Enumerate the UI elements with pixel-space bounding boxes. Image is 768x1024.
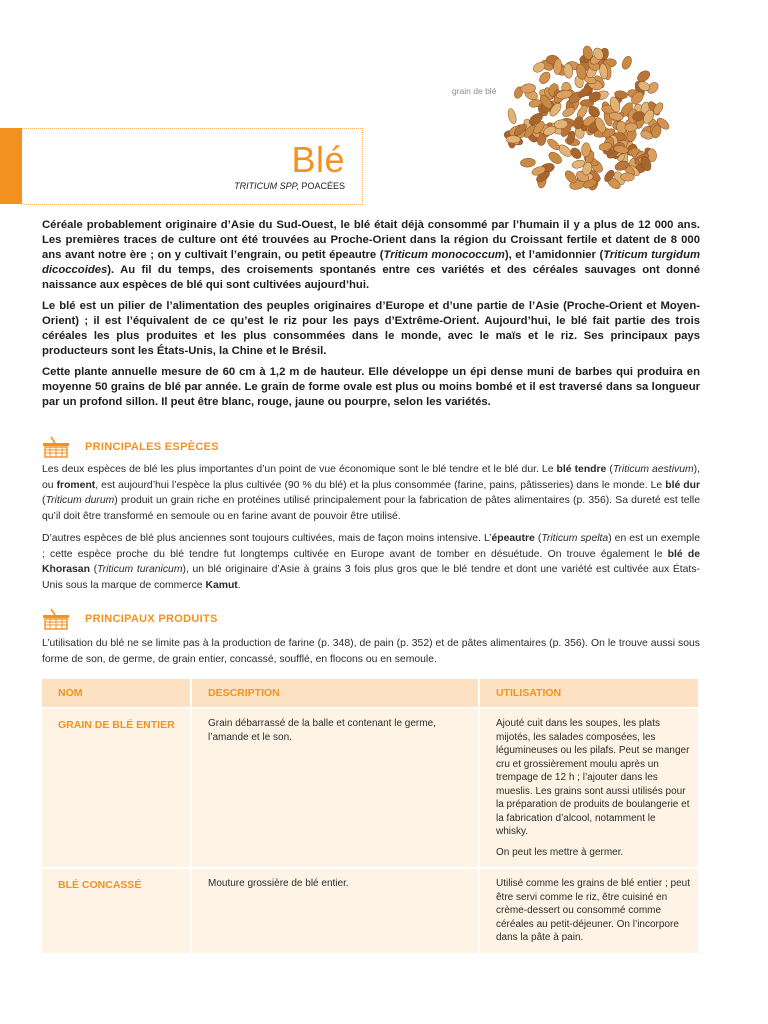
wheat-grains-image bbox=[496, 36, 676, 206]
intro-text bbox=[42, 218, 700, 416]
product-description: Grain débarrassé de la balle et contenant le germe, l’amande et le son. bbox=[192, 707, 480, 867]
section-heading-species bbox=[42, 434, 219, 460]
title-frame bbox=[22, 128, 363, 205]
page-title: Blé bbox=[291, 139, 345, 180]
image-caption: grain de blé bbox=[452, 86, 497, 96]
basket-icon bbox=[42, 435, 70, 459]
wheat-grain bbox=[621, 173, 635, 181]
basket-icon bbox=[42, 607, 70, 631]
table-row bbox=[42, 867, 700, 953]
intro-paragraph-3: Cette plante annuelle mesure de 60 cm à 1,2 m de hauteur. Elle développe un épi dense muni de barbes qui produira en moyenne 50 grains de blé par année. Le grain de forme ovale est plus ou moins bombé et il est traversé dans sa longueur par un profond sillon. Il peut être blanc, rouge, jaune ou pourpre, selon les variétés. bbox=[42, 366, 700, 408]
column-header-usage: UTILISATION bbox=[480, 679, 700, 707]
product-usage bbox=[480, 867, 700, 953]
product-description: Mouture grossière de blé entier. bbox=[192, 867, 480, 953]
wheat-grain bbox=[620, 55, 633, 71]
species-paragraph-1: Les deux espèces de blé les plus importantes d’un point de vue économique sont le blé tendre et le blé dur. Le blé tendre (Triticum aestivum), ou froment, est aujourd’hui l’espèce la plus cultivée (90 % du blé) et la plus consommée (farine, pains, pâtisseries) dans le monde. Le blé dur (Triticum durum) produit un grain riche en protéines utilisé principalement pour la fabrication de pâtes alimentaires (p. 356). Sa dureté est telle qu’il doit être transformé en semoule ou en farine avant de pouvoir être utilisé. bbox=[42, 464, 700, 522]
usage-text: Ajouté cuit dans les soupes, les plats mijotés, les salades composées, les légumineuses ou les pilafs. Peut se manger cru et grossièrement moulu après un trempage de 12 h ; l’ajouter dans les mueslis. Les grains sont aussi utilisés pour la préparation de produits de boulangerie et la fabrication d’alcool, notamment le whisky. bbox=[496, 718, 690, 837]
column-header-name: NOM bbox=[42, 679, 192, 707]
table-row bbox=[42, 707, 700, 867]
wheat-grain bbox=[569, 146, 584, 161]
scientific-name bbox=[234, 181, 345, 191]
usage-text: Utilisé comme les grains de blé entier ; peut être servi comme le riz, être cuisiné en crème-dessert ou consommé comme céréales au petit-déjeuner. On l’incorpore dans la pâte à pain. bbox=[496, 878, 690, 943]
section-heading-label: PRINCIPALES ESPÈCES bbox=[85, 441, 219, 453]
accent-tab-marker bbox=[0, 128, 22, 204]
section-heading-label: PRINCIPAUX PRODUITS bbox=[85, 613, 218, 625]
product-name: GRAIN DE BLÉ ENTIER bbox=[42, 707, 192, 867]
table-header-row bbox=[42, 679, 700, 707]
species-paragraph-2: D’autres espèces de blé plus anciennes sont toujours cultivées, mais de façon moins intensive. L’épeautre (Triticum spelta) en est un exemple ; cette espèce proche du blé tendre fut longtemps cultivée en Europe avant de tomber en désuétude. On trouve également le blé de Khorasan (Triticum turanicum), un blé originaire d’Asie à grains 3 fois plus gros que le blé tendre et dont une variété est cultivée aux États-Unis sous la marque de commerce Kamut. bbox=[42, 533, 700, 591]
intro-paragraph-1: Céréale probablement originaire d’Asie du Sud-Ouest, le blé était déjà consommé par l’humain il y a plus de 12 000 ans. Les premières traces de culture ont été trouvées au Proche-Orient dans la région du Croissant fertile et datent de 8 000 ans avant notre ère ; on y cultivait l’engrain, ou petit épeautre (Triticum monococcum), et l’amidonnier (Triticum turgidum dicoccoides). Au fil du temps, des croisements spontanés entre ces variétés et des céréales sauvages ont donné naissance aux espèces de blé qui sont cultivées aujourd’hui. bbox=[42, 219, 701, 291]
wheat-grain bbox=[507, 108, 518, 125]
column-header-description: DESCRIPTION bbox=[192, 679, 480, 707]
species-text bbox=[42, 462, 700, 600]
intro-paragraph-2: Le blé est un pilier de l’alimentation des peuples originaires d’Europe et d’une partie de l’Asie (Proche-Orient et Moyen-Orient) ; il est l’équivalent de ce qu’est le riz pour les pays d’Extrême-Orient. Aujourd’hui, le blé fait partie des trois céréales les plus produites et les plus consommées dans le monde, avec le maïs et le riz. Ses principaux pays producteurs sont les États-Unis, la Chine et le Brésil. bbox=[42, 300, 700, 357]
product-usage bbox=[480, 707, 700, 867]
usage-note: On peut les mettre à germer. bbox=[496, 846, 624, 858]
plant-family: POACÉES bbox=[301, 181, 345, 191]
products-text bbox=[42, 636, 700, 674]
products-paragraph: L’utilisation du blé ne se limite pas à la production de farine (p. 348), de pain (p. 352) et de pâtes alimentaires (p. 356). On le trouve aussi sous forme de son, de germe, de grain entier, concassé, soufflé, en flocons ou en semoule. bbox=[42, 638, 700, 665]
scientific-name-latin: TRITICUM SPP, bbox=[234, 181, 299, 191]
product-name: BLÉ CONCASSÉ bbox=[42, 867, 192, 953]
wheat-grain bbox=[506, 136, 521, 143]
products-table bbox=[42, 679, 700, 953]
wheat-grain bbox=[520, 158, 536, 168]
section-heading-products bbox=[42, 606, 218, 632]
wheat-grain bbox=[537, 70, 552, 86]
